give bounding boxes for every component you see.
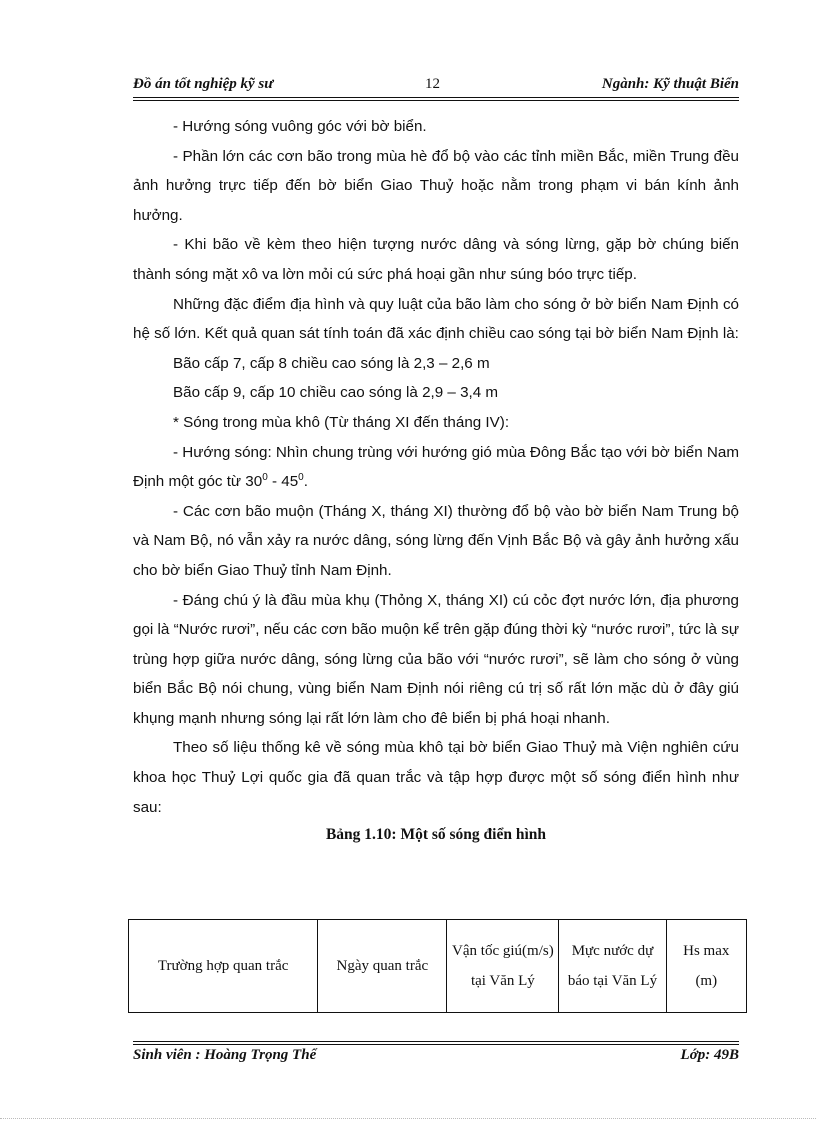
direction-end: .	[303, 473, 308, 491]
paragraph: * Sóng trong mùa khô (Từ tháng XI đến tháng IV):	[173, 413, 510, 431]
paragraph: - Các cơn bão muộn (Tháng X, tháng XI) thường đổ bộ vào bờ biển Nam Trung bộ và Nam Bộ, nó vẫn xảy ra nước dâng, sóng lừng đến Vịnh Bắc Bộ và gây ảnh hưởng xấu cho bờ biển Giao Thuỷ tỉnh Nam Định.	[133, 502, 739, 579]
direction-text: - Hướng sóng: Nhìn chung trùng với hướng gió mùa Đông Bắc tạo với bờ biển Nam Định một góc từ 30	[133, 443, 739, 491]
wave-table	[128, 919, 747, 1013]
table-header-cell: Mực nước dự báo tại Văn Lý	[559, 920, 666, 1013]
degree-mark: 0	[298, 472, 304, 484]
header-rule	[133, 97, 739, 98]
paragraph: - Khi bão về kèm theo hiện tượng nước dâng và sóng lừng, gặp bờ chúng biến thành sóng mặt xô va lờn mỏi cú sức phá hoại gần như súng bóo trực tiếp.	[133, 236, 739, 283]
header-title: Đồ án tốt nghiệp kỹ sư	[133, 76, 274, 92]
body-text	[133, 112, 739, 848]
table-header-cell: Hs max (m)	[666, 920, 746, 1013]
header-major: Ngành: Kỹ thuật Biển	[601, 76, 739, 92]
degree-mark: 0	[262, 472, 268, 484]
footer-rule-thin	[133, 1041, 739, 1042]
paragraph: - Phần lớn các cơn bão trong mùa hè đổ bộ vào các tỉnh miền Bắc, miền Trung đều ảnh hưởng trực tiếp đến bờ biển Giao Thuỷ hoặc nằm trong phạm vi bán kính ảnh hưởng.	[133, 147, 739, 224]
header-rule-thin	[133, 100, 739, 101]
table-header-cell: Ngày quan trắc	[318, 920, 447, 1013]
footer-student: Sinh viên : Hoàng Trọng Thể	[133, 1047, 317, 1063]
table-header-cell: Trường hợp quan trắc	[129, 920, 318, 1013]
paragraph: - Đáng chú ý là đầu mùa khụ (Thỏng X, tháng XI) cú cỏc đợt nước lớn, địa phương gọi là “Nước rươi”, nếu các cơn bão muộn kể trên gặp đúng thời kỳ “nước rươi”, tức là sự trùng hợp giữa nước dâng, sóng lừng của bão với “nước rươi”, sẽ làm cho sóng ở vùng biển Bắc Bộ nói chung, vùng biển Nam Định nói riêng cú trị số rất lớn mặc dù ở đây giú khụng mạnh nhưng sóng lại rất lớn làm cho đê biển bị phá hoại nhanh.	[133, 591, 739, 727]
paragraph: Bão cấp 7, cấp 8 chiều cao sóng là 2,3 – 2,6 m	[173, 354, 490, 372]
footer-class: Lớp: 49B	[680, 1047, 739, 1063]
paragraph: Theo số liệu thống kê về sóng mùa khô tại bờ biển Giao Thuỷ mà Viện nghiên cứu khoa học Thuỷ Lợi quốc gia đã quan trắc và tập hợp được một số sóng điển hình như sau:	[133, 739, 739, 816]
page-edge	[0, 1118, 816, 1119]
paragraph: - Hướng sóng vuông góc với bờ biển.	[173, 118, 427, 135]
page-header	[133, 74, 739, 96]
table-caption: Bảng 1.10: Một số sóng điển hình	[325, 826, 547, 844]
page-number: 12	[425, 76, 440, 92]
paragraph-direction	[133, 438, 739, 497]
paragraph: Những đặc điểm địa hình và quy luật của bão làm cho sóng ở bờ biển Nam Định có hệ số lớn. Kết quả quan sát tính toán đã xác định chiều cao sóng tại bờ biển Nam Định là:	[133, 295, 739, 343]
direction-mid: - 45	[267, 473, 299, 491]
table-header-cell: Vận tốc giú(m/s) tại Văn Lý	[447, 920, 559, 1013]
page-footer	[133, 1047, 739, 1069]
footer-rule	[133, 1044, 739, 1045]
table-header-row	[129, 920, 747, 1013]
paragraph: Bão cấp 9, cấp 10 chiều cao sóng là 2,9 – 3,4 m	[173, 384, 499, 402]
